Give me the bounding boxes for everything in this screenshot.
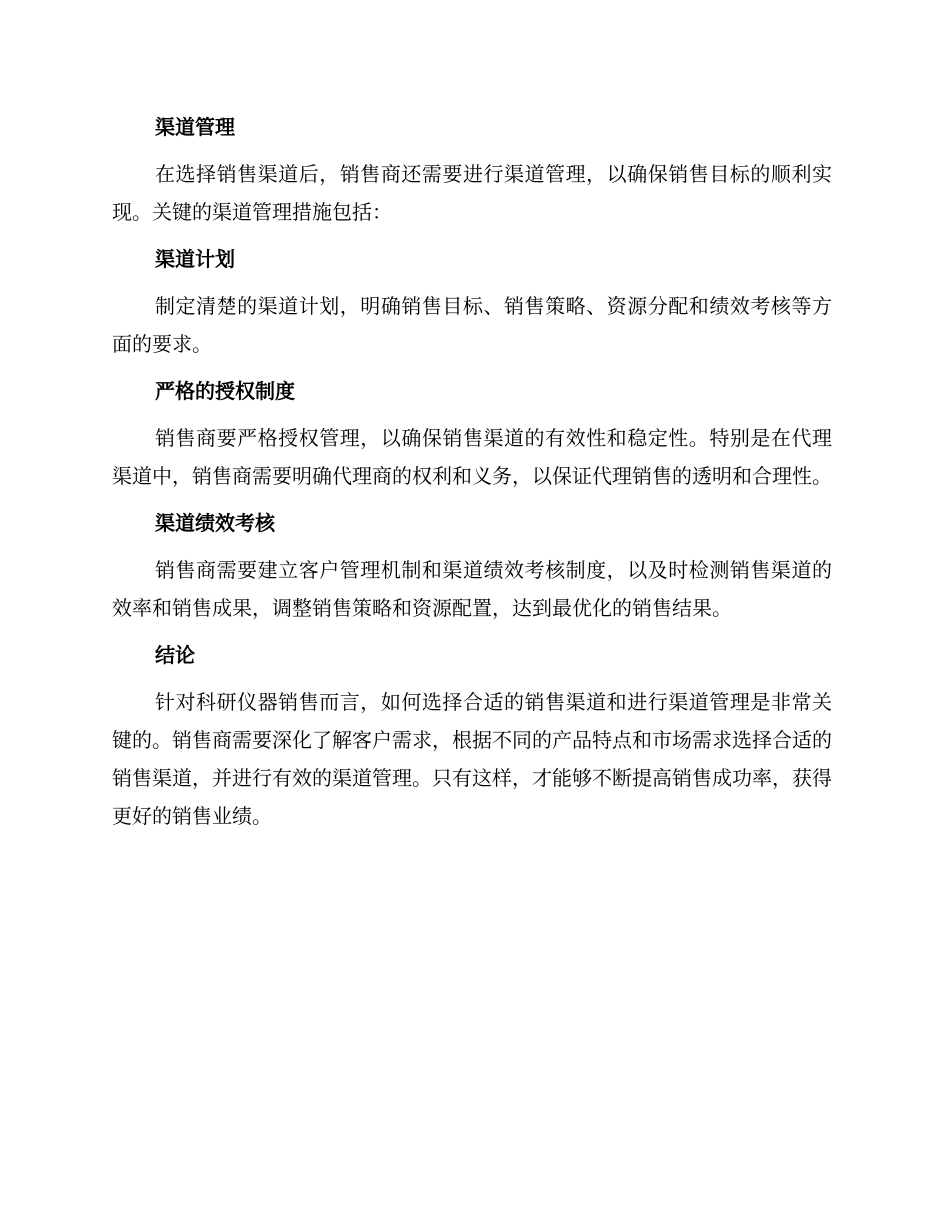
- section-heading-conclusion: 结论: [155, 643, 195, 667]
- section-heading-authorization: 严格的授权制度: [155, 379, 295, 403]
- section-heading-channel-management: 渠道管理: [155, 115, 235, 139]
- section-paragraph-channel-management: 在选择销售渠道后，销售商还需要进行渠道管理，以确保销售目标的顺利实现。关键的渠道管理措施包括：: [112, 162, 832, 224]
- section-paragraph-conclusion: 针对科研仪器销售而言，如何选择合适的销售渠道和进行渠道管理是非常关键的。销售商需要深化了解客户需求，根据不同的产品特点和市场需求选择合适的销售渠道，并进行有效的渠道管理。只有这样，才能够不断提高销售成功率，获得更好的销售业绩。: [112, 690, 832, 828]
- section-paragraph-authorization: 销售商要严格授权管理，以确保销售渠道的有效性和稳定性。特别是在代理渠道中，销售商需要明确代理商的权利和义务，以保证代理销售的透明和合理性。: [112, 426, 832, 488]
- section-heading-channel-plan: 渠道计划: [155, 247, 235, 271]
- document-page: [112, 108, 832, 844]
- section-paragraph-channel-plan: 制定清楚的渠道计划，明确销售目标、销售策略、资源分配和绩效考核等方面的要求。: [112, 294, 832, 356]
- section-paragraph-performance: 销售商需要建立客户管理机制和渠道绩效考核制度，以及时检测销售渠道的效率和销售成果，调整销售策略和资源配置，达到最优化的销售结果。: [112, 558, 832, 620]
- section-heading-performance: 渠道绩效考核: [155, 511, 275, 535]
